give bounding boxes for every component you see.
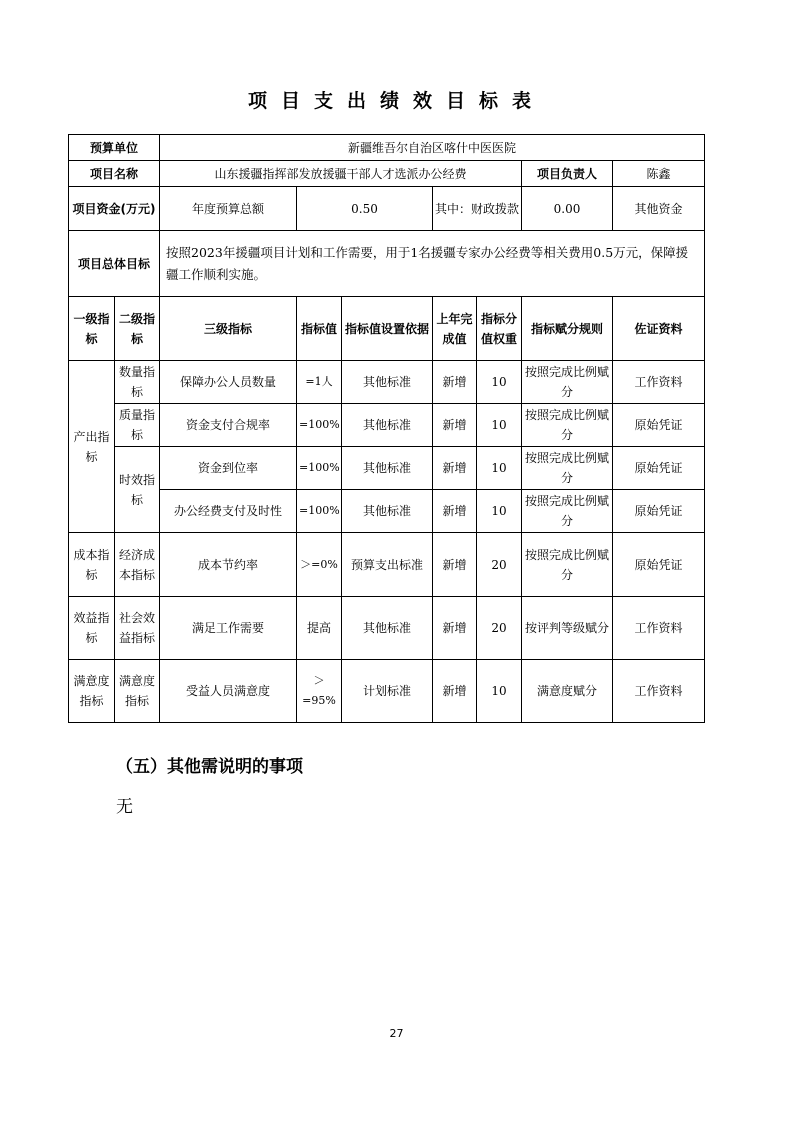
level2-quality: 质量指标 [115, 404, 160, 447]
table-row-weight: 10 [477, 490, 522, 533]
project-funds-label: 项目资金(万元) [69, 187, 160, 231]
table-row-evidence: 原始凭证 [613, 404, 705, 447]
other-funds-label: 其他资金 [613, 187, 705, 231]
annual-budget-label: 年度预算总额 [160, 187, 297, 231]
page-title: 项目支出绩效目标表 [247, 90, 545, 112]
table-row-last-year: 新增 [433, 490, 477, 533]
table-row-weight: 10 [477, 660, 522, 723]
section-body: 无 [116, 797, 133, 817]
table-row-evidence: 原始凭证 [613, 490, 705, 533]
header-value: 指标值 [297, 297, 342, 361]
header-level3: 三级指标 [160, 297, 297, 361]
table-row-weight: 10 [477, 361, 522, 404]
header-level1: 一级指标 [69, 297, 115, 361]
table-row-value: =1人 [297, 361, 342, 404]
table-row-rule: 满意度赋分 [522, 660, 613, 723]
level1-satisfaction: 满意度指标 [69, 660, 115, 723]
header-evidence: 佐证资料 [613, 297, 705, 361]
table-row-basis: 其他标准 [342, 404, 433, 447]
table-row-basis: 其他标准 [342, 597, 433, 660]
table-row-basis: 预算支出标准 [342, 533, 433, 597]
table-row-last-year: 新增 [433, 404, 477, 447]
table-row-value: =100% [297, 404, 342, 447]
table-row-indicator: 保障办公人员数量 [160, 361, 297, 404]
table-row-weight: 20 [477, 533, 522, 597]
project-name-value: 山东援疆指挥部发放援疆干部人才选派办公经费 [160, 161, 522, 187]
table-row-evidence: 工作资料 [613, 361, 705, 404]
level1-benefit: 效益指标 [69, 597, 115, 660]
table-row-indicator: 办公经费支付及时性 [160, 490, 297, 533]
table-row-value: 提高 [297, 597, 342, 660]
overall-goal-label: 项目总体目标 [69, 231, 160, 297]
level2-economic-cost: 经济成本指标 [115, 533, 160, 597]
table-row-basis: 其他标准 [342, 490, 433, 533]
table-row-last-year: 新增 [433, 447, 477, 490]
table-row-weight: 10 [477, 404, 522, 447]
table-row-last-year: 新增 [433, 597, 477, 660]
table-row-rule: 按照完成比例赋分 [522, 361, 613, 404]
table-row-last-year: 新增 [433, 533, 477, 597]
header-weight: 指标分值权重 [477, 297, 522, 361]
table-row-weight: 10 [477, 447, 522, 490]
table-row-rule: 按照完成比例赋分 [522, 533, 613, 597]
table-row-basis: 计划标准 [342, 660, 433, 723]
header-last-year: 上年完成值 [433, 297, 477, 361]
level2-quantity: 数量指标 [115, 361, 160, 404]
budget-unit-value: 新疆维吾尔自治区喀什中医医院 [160, 135, 705, 161]
table-row-value: ＞=95% [297, 660, 342, 723]
table-row-evidence: 工作资料 [613, 660, 705, 723]
table-row-weight: 20 [477, 597, 522, 660]
level1-output: 产出指标 [69, 361, 115, 533]
project-name-label: 项目名称 [69, 161, 160, 187]
overall-goal-value: 按照2023年援疆项目计划和工作需要，用于1名援疆专家办公经费等相关费用0.5万元，保障援疆工作顺利实施。 [160, 231, 705, 297]
table-row-indicator: 资金到位率 [160, 447, 297, 490]
budget-unit-label: 预算单位 [69, 135, 160, 161]
table-row-value: =100% [297, 447, 342, 490]
table-row-value: ＞=0% [297, 533, 342, 597]
project-leader-value: 陈鑫 [613, 161, 705, 187]
annual-budget-value: 0.50 [297, 187, 433, 231]
performance-target-table [68, 134, 705, 723]
level2-satisfaction: 满意度指标 [115, 660, 160, 723]
header-level2: 二级指标 [115, 297, 160, 361]
table-row-indicator: 满足工作需要 [160, 597, 297, 660]
section-heading: （五）其他需说明的事项 [116, 757, 303, 777]
table-row-indicator: 成本节约率 [160, 533, 297, 597]
table-row-rule: 按评判等级赋分 [522, 597, 613, 660]
level2-social-benefit: 社会效益指标 [115, 597, 160, 660]
table-row-evidence: 工作资料 [613, 597, 705, 660]
table-row-rule: 按照完成比例赋分 [522, 490, 613, 533]
table-row-last-year: 新增 [433, 361, 477, 404]
fiscal-funds-value: 0.00 [522, 187, 613, 231]
fiscal-funds-label: 其中：财政拨款 [433, 187, 522, 231]
header-rule: 指标赋分规则 [522, 297, 613, 361]
table-row-rule: 按照完成比例赋分 [522, 404, 613, 447]
table-row-indicator: 受益人员满意度 [160, 660, 297, 723]
table-row-rule: 按照完成比例赋分 [522, 447, 613, 490]
table-row-basis: 其他标准 [342, 361, 433, 404]
table-row-evidence: 原始凭证 [613, 533, 705, 597]
table-row-indicator: 资金支付合规率 [160, 404, 297, 447]
table-row-value: =100% [297, 490, 342, 533]
page-number: 27 [389, 1027, 404, 1040]
project-leader-label: 项目负责人 [522, 161, 613, 187]
table-row-basis: 其他标准 [342, 447, 433, 490]
table-row-evidence: 原始凭证 [613, 447, 705, 490]
level1-cost: 成本指标 [69, 533, 115, 597]
table-row-last-year: 新增 [433, 660, 477, 723]
level2-timeliness: 时效指标 [115, 447, 160, 533]
header-basis: 指标值设置依据 [342, 297, 433, 361]
